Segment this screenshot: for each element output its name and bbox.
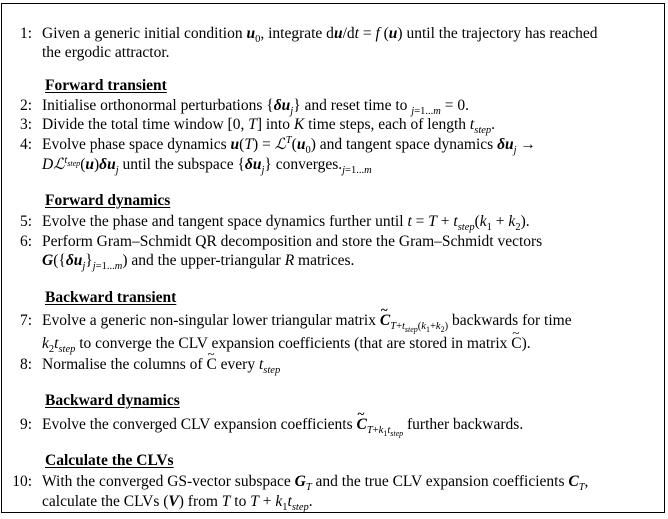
step-number: 8: xyxy=(19,356,32,373)
step-number: 6: xyxy=(19,233,32,250)
algorithm-box xyxy=(1,3,665,513)
step-7-text: Evolve a generic non-singular lower triangular matrix ~ $C_{T+t_{step}(k_1+k_2)}$ backwards for time xyxy=(42,311,662,330)
step-10-text-line2: calculate the CLVs (V) from T to $T + k_1t_{step}$. xyxy=(42,493,313,514)
step-8-text: Normalise the columns of ~ C every $t_{step}$ xyxy=(42,355,662,374)
step-4-text: Evolve phase space dynamics $u(T) = ℒ^T(u_0)$ and tangent space dynamics $\delta u_j$ → xyxy=(42,134,536,157)
step-6-text: Perform Gram–Schmidt QR decomposition and store the Gram–Schmidt vectors xyxy=(42,233,543,250)
step-4-text-line2: $Dℒ^{t_{step}}(u)\delta u_j$ until the subspace $\{\delta u_j\}$ $converges._{j=1...m}$ xyxy=(42,154,372,177)
step-10-text: With the converged GS-vector subspace $G_T$ and the true CLV expansion coefficients $C_T$, xyxy=(42,473,589,494)
heading-backward-transient: Backward transient xyxy=(45,289,177,306)
step-3-text: Divide the total time window [0, T] into K time steps, each of length $t_{step}$. xyxy=(42,116,496,137)
heading-calculate-clvs: Calculate the CLVs xyxy=(45,452,174,469)
heading-forward-transient: Forward transient xyxy=(45,77,167,94)
step-number: 9: xyxy=(19,416,32,433)
step-1-text-line2: the ergodic attractor. xyxy=(42,44,170,61)
step-number: 4: xyxy=(19,136,32,153)
heading-backward-dynamics: Backward dynamics xyxy=(45,392,180,409)
step-5-text: Evolve the phase and tangent space dynamics further until $t = T + t_{step}(k_1 + k_2)$. xyxy=(42,213,530,234)
step-number: 10: xyxy=(12,473,32,490)
heading-forward-dynamics: Forward dynamics xyxy=(45,192,171,209)
step-1-text: Given a generic initial condition $u_0$, integrate du/dt = f (u) until the trajectory has reached xyxy=(42,25,598,46)
step-number: 5: xyxy=(19,213,32,230)
step-number: 2: xyxy=(19,97,32,114)
step-7-text-line2: $k_2t_{step}$ to converge the CLV expansion coefficients (that are stored in matrix ~ C). xyxy=(42,334,662,353)
step-9-text: Evolve the converged CLV expansion coefficients ~ $C_{T+k_1t_{step}}$ further backwards. xyxy=(42,415,662,434)
step-number: 7: xyxy=(19,312,32,329)
step-2-text: Initialise orthonormal perturbations $\{\delta u_j\}$ and reset time to $_{j=1...m}$ = 0. xyxy=(42,97,469,118)
step-number: 3: xyxy=(19,116,32,133)
step-6-text-line2: $G(\{\delta u_j\}_{j=1...m})$ and the upper-triangular R matrices. xyxy=(42,252,355,273)
step-number: 1: xyxy=(19,25,32,42)
